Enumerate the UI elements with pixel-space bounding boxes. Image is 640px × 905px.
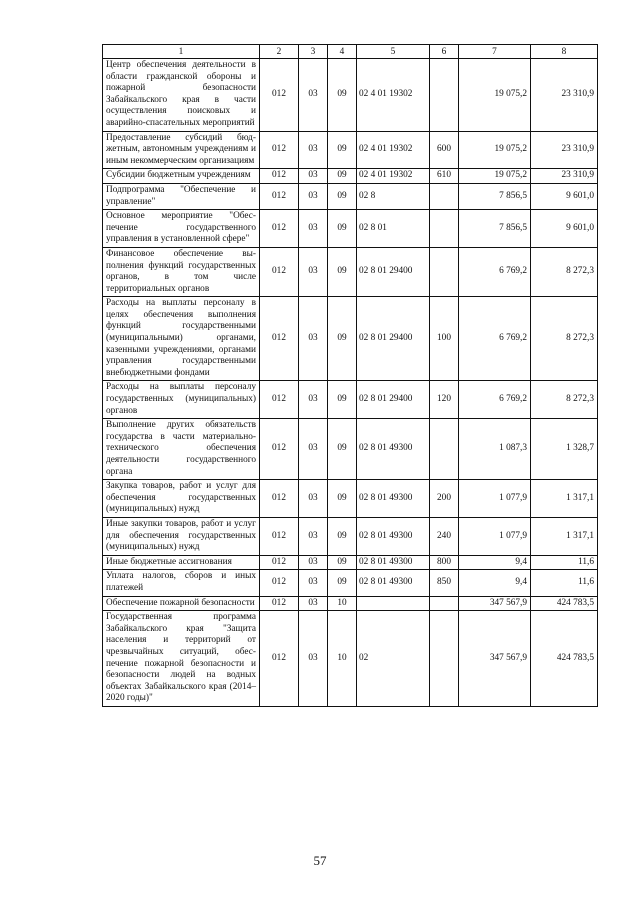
cell-ved: 012 [260,381,299,419]
cell-vr [430,611,459,707]
column-header: 8 [531,45,598,59]
cell-name: Финансовое обеспечение выполнения функций государственных органов, в том числе территориальных органов [103,247,260,296]
table-row [103,611,598,707]
cell-rz: 03 [299,247,328,296]
table-row [103,169,598,184]
cell-name: Предоставление субсидий бюджетным, автономным учреждениям и иным некоммерческим организациям [103,131,260,169]
cell-pr: 09 [328,297,357,381]
cell-csr: 02 8 01 49300 [357,555,430,570]
cell-sum2: 8 272,3 [531,247,598,296]
cell-csr: 02 8 01 29400 [357,381,430,419]
cell-pr: 09 [328,517,357,555]
table-row [103,297,598,381]
cell-sum2: 23 310,9 [531,169,598,184]
cell-csr: 02 8 [357,183,430,209]
table-row [103,570,598,596]
cell-rz: 03 [299,169,328,184]
cell-ved: 012 [260,419,299,480]
cell-rz: 03 [299,297,328,381]
cell-name: Иные бюджетные ассигнования [103,555,260,570]
cell-sum1: 1 077,9 [459,480,531,518]
cell-sum2: 11,6 [531,555,598,570]
cell-rz: 03 [299,131,328,169]
cell-csr: 02 8 01 49300 [357,480,430,518]
cell-ved: 012 [260,169,299,184]
cell-ved: 012 [260,480,299,518]
cell-ved: 012 [260,183,299,209]
table-row [103,596,598,611]
cell-name: Расходы на выплаты персоналу государственных (муниципальных) органов [103,381,260,419]
cell-sum1: 347 567,9 [459,611,531,707]
cell-name: Закупка товаров, работ и услуг для обеспечения государственных (муниципальных) нужд [103,480,260,518]
column-header: 2 [260,45,299,59]
cell-vr [430,183,459,209]
table-row [103,381,598,419]
cell-pr: 09 [328,169,357,184]
cell-vr: 800 [430,555,459,570]
table-header-row [103,45,598,59]
cell-sum2: 11,6 [531,570,598,596]
cell-sum1: 1 077,9 [459,517,531,555]
page-number: 57 [313,853,327,868]
cell-csr: 02 4 01 19302 [357,59,430,132]
cell-name: Уплата налогов, сборов и иных платежей [103,570,260,596]
cell-sum1: 19 075,2 [459,131,531,169]
table-row [103,59,598,132]
table-row [103,517,598,555]
cell-pr: 09 [328,210,357,248]
column-header: 6 [430,45,459,59]
cell-name: Подпрограмма "Обеспечение и управление" [103,183,260,209]
column-header: 3 [299,45,328,59]
table-row [103,210,598,248]
cell-ved: 012 [260,570,299,596]
cell-name: Расходы на выплаты персоналу в целях обеспечения выполнения функций государственными (муниципальными) органами, казенными учреждениями, органами управления государственными внебюджетными фондами [103,297,260,381]
cell-csr: 02 [357,611,430,707]
cell-ved: 012 [260,517,299,555]
cell-pr: 09 [328,381,357,419]
cell-rz: 03 [299,183,328,209]
cell-rz: 03 [299,570,328,596]
cell-vr: 600 [430,131,459,169]
cell-pr: 09 [328,480,357,518]
cell-sum2: 424 783,5 [531,596,598,611]
cell-pr: 09 [328,183,357,209]
cell-vr: 120 [430,381,459,419]
cell-csr: 02 8 01 49300 [357,570,430,596]
table-row [103,247,598,296]
cell-sum1: 7 856,5 [459,210,531,248]
table-row [103,183,598,209]
cell-rz: 03 [299,611,328,707]
cell-pr: 09 [328,247,357,296]
cell-name: Выполнение других обязательств государства в части материально-технического обеспечения деятельности государственного органа [103,419,260,480]
cell-name: Основное мероприятие "Обеспечение государственного управления в установленной сфере" [103,210,260,248]
cell-sum1: 6 769,2 [459,247,531,296]
cell-sum1: 9,4 [459,570,531,596]
cell-vr [430,247,459,296]
cell-ved: 012 [260,131,299,169]
cell-ved: 012 [260,247,299,296]
cell-sum1: 6 769,2 [459,297,531,381]
cell-sum2: 9 601,0 [531,183,598,209]
cell-sum2: 8 272,3 [531,297,598,381]
cell-pr: 09 [328,131,357,169]
cell-ved: 012 [260,297,299,381]
cell-csr: 02 8 01 49300 [357,517,430,555]
cell-vr: 100 [430,297,459,381]
cell-csr: 02 8 01 29400 [357,297,430,381]
cell-pr: 10 [328,596,357,611]
cell-rz: 03 [299,596,328,611]
table-row [103,480,598,518]
cell-pr: 10 [328,611,357,707]
cell-vr: 610 [430,169,459,184]
cell-pr: 09 [328,570,357,596]
cell-vr: 200 [430,480,459,518]
cell-name: Государственная программа Забайкальского края "Защита населения и территорий от чрезвычайных ситуаций, обеспечение пожарной безопасности и безопасности людей на водных объектах Забайкальского края (2014–2020 годы)" [103,611,260,707]
budget-table [102,44,598,707]
cell-rz: 03 [299,59,328,132]
cell-pr: 09 [328,419,357,480]
column-header: 5 [357,45,430,59]
cell-sum1: 7 856,5 [459,183,531,209]
cell-vr [430,596,459,611]
cell-sum2: 424 783,5 [531,611,598,707]
table-row [103,419,598,480]
cell-csr: 02 4 01 19302 [357,131,430,169]
cell-rz: 03 [299,517,328,555]
cell-sum1: 6 769,2 [459,381,531,419]
cell-rz: 03 [299,210,328,248]
cell-rz: 03 [299,381,328,419]
cell-sum2: 9 601,0 [531,210,598,248]
cell-ved: 012 [260,596,299,611]
column-header: 7 [459,45,531,59]
column-header: 1 [103,45,260,59]
cell-pr: 09 [328,555,357,570]
cell-rz: 03 [299,480,328,518]
cell-ved: 012 [260,611,299,707]
cell-sum2: 1 328,7 [531,419,598,480]
cell-name: Субсидии бюджетным учреждениям [103,169,260,184]
cell-name: Обеспечение пожарной безопасности [103,596,260,611]
cell-sum2: 23 310,9 [531,131,598,169]
cell-vr [430,210,459,248]
cell-ved: 012 [260,210,299,248]
cell-vr [430,419,459,480]
table-row [103,131,598,169]
cell-vr: 850 [430,570,459,596]
cell-csr: 02 8 01 [357,210,430,248]
cell-sum1: 1 087,3 [459,419,531,480]
cell-ved: 012 [260,555,299,570]
cell-sum1: 19 075,2 [459,59,531,132]
column-header: 4 [328,45,357,59]
cell-name: Иные закупки товаров, работ и услуг для обеспечения государственных (муниципальных) нужд [103,517,260,555]
cell-sum2: 23 310,9 [531,59,598,132]
cell-csr: 02 8 01 49300 [357,419,430,480]
cell-ved: 012 [260,59,299,132]
cell-vr: 240 [430,517,459,555]
cell-csr [357,596,430,611]
cell-sum1: 9,4 [459,555,531,570]
cell-csr: 02 4 01 19302 [357,169,430,184]
cell-sum1: 19 075,2 [459,169,531,184]
cell-sum1: 347 567,9 [459,596,531,611]
cell-csr: 02 8 01 29400 [357,247,430,296]
cell-rz: 03 [299,419,328,480]
cell-rz: 03 [299,555,328,570]
cell-name: Центр обеспечения деятельности в области гражданской обороны и пожарной безопасности Забайкальского края в части осуществления поисковых и аварийно-спасательных мероприятий [103,59,260,132]
cell-sum2: 1 317,1 [531,517,598,555]
cell-sum2: 1 317,1 [531,480,598,518]
table-row [103,555,598,570]
cell-pr: 09 [328,59,357,132]
cell-vr [430,59,459,132]
cell-sum2: 8 272,3 [531,381,598,419]
